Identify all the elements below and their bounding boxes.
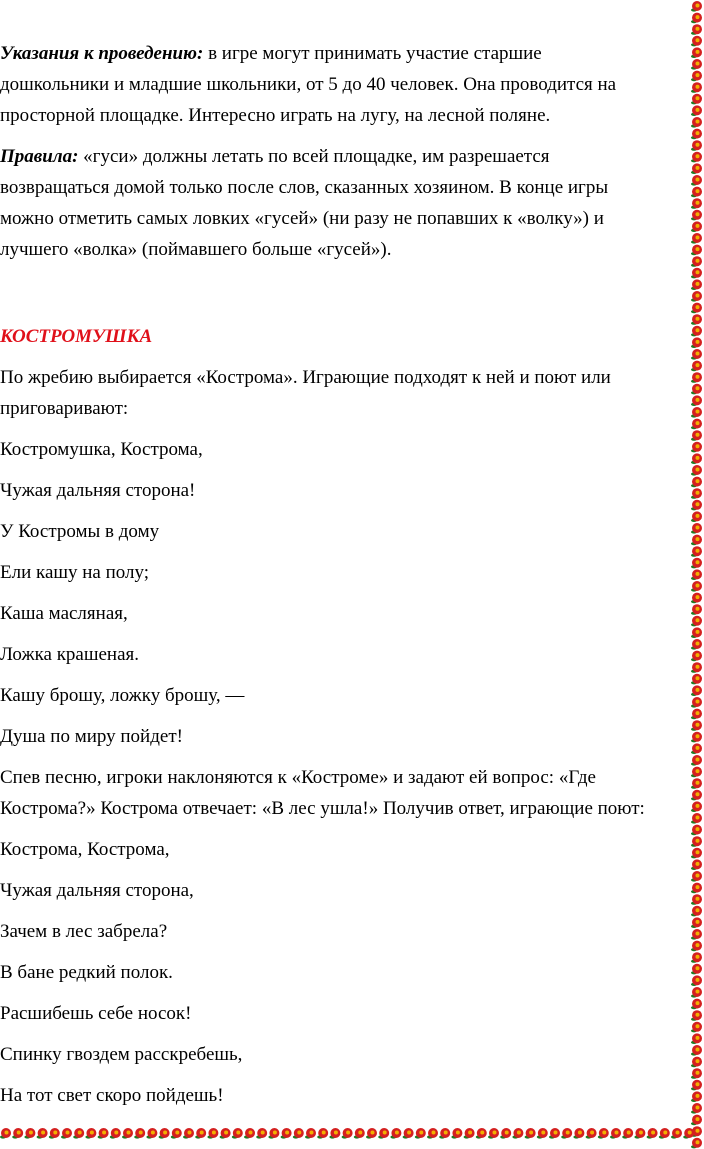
flower-icon bbox=[98, 1128, 109, 1139]
flower-icon bbox=[691, 975, 702, 986]
flower-icon bbox=[691, 500, 702, 511]
flower-icon bbox=[610, 1128, 621, 1139]
flower-icon bbox=[691, 187, 702, 198]
flower-icon bbox=[691, 314, 702, 325]
flower-icon bbox=[691, 523, 702, 534]
rules-line: возвращаться домой только после слов, сказанных хозяином. В конце игры bbox=[0, 177, 609, 198]
flower-icon bbox=[691, 535, 702, 546]
flower-icon bbox=[73, 1128, 84, 1139]
flower-icon bbox=[691, 616, 702, 627]
flower-icon bbox=[537, 1128, 548, 1139]
flower-icon bbox=[598, 1128, 609, 1139]
flower-icon bbox=[342, 1128, 353, 1139]
song-line: Ели кашу на полу; bbox=[0, 562, 150, 583]
flower-icon bbox=[691, 82, 702, 93]
flower-icon bbox=[691, 941, 702, 952]
flower-icon bbox=[691, 163, 702, 174]
flower-icon bbox=[512, 1128, 523, 1139]
flower-icon bbox=[691, 268, 702, 279]
flower-icon bbox=[691, 906, 702, 917]
flower-icon bbox=[281, 1128, 292, 1139]
song-line: Душа по миру пойдет! bbox=[0, 726, 183, 747]
flower-icon bbox=[691, 871, 702, 882]
flower-icon bbox=[691, 929, 702, 940]
flower-icon bbox=[61, 1128, 72, 1139]
flower-icon bbox=[691, 465, 702, 476]
flower-icon bbox=[691, 964, 702, 975]
song-line: Кострома, Кострома, bbox=[0, 839, 170, 860]
song-line: На тот свет скоро пойдешь! bbox=[0, 1085, 224, 1106]
flower-icon bbox=[691, 221, 702, 232]
flower-icon bbox=[256, 1128, 267, 1139]
flower-icon bbox=[691, 407, 702, 418]
song-line: Кашу брошу, ложку брошу, — bbox=[0, 685, 245, 706]
flower-icon bbox=[691, 372, 702, 383]
flower-icon bbox=[691, 662, 702, 673]
flower-icon bbox=[37, 1128, 48, 1139]
flower-icon bbox=[691, 1091, 702, 1102]
flower-icon bbox=[691, 349, 702, 360]
flower-icon bbox=[691, 488, 702, 499]
flower-icon bbox=[691, 952, 702, 963]
song-line: В бане редкий полок. bbox=[0, 962, 173, 983]
flower-icon bbox=[691, 883, 702, 894]
flower-icon bbox=[691, 1057, 702, 1068]
flower-icon bbox=[691, 210, 702, 221]
flower-icon bbox=[171, 1128, 182, 1139]
flower-icon bbox=[691, 326, 702, 337]
flower-icon bbox=[49, 1128, 60, 1139]
flower-icon bbox=[439, 1128, 450, 1139]
flower-icon bbox=[691, 639, 702, 650]
flower-icon bbox=[691, 767, 702, 778]
flower-icon bbox=[85, 1128, 96, 1139]
flower-icon bbox=[691, 999, 702, 1010]
instructions-label: Указания к проведению: bbox=[0, 43, 204, 64]
flower-icon bbox=[691, 256, 702, 267]
flower-icon bbox=[220, 1128, 231, 1139]
flower-icon bbox=[183, 1128, 194, 1139]
page-border-bottom bbox=[0, 1126, 704, 1140]
song-line: Чужая дальняя сторона, bbox=[0, 880, 194, 901]
flower-icon bbox=[691, 140, 702, 151]
rules-line: «гуси» должны летать по всей площадке, им разрешается bbox=[78, 146, 550, 167]
flower-icon bbox=[159, 1128, 170, 1139]
flower-icon bbox=[671, 1128, 682, 1139]
flower-icon bbox=[691, 361, 702, 372]
flower-icon bbox=[691, 279, 702, 290]
flower-icon bbox=[403, 1128, 414, 1139]
song-line: Зачем в лес забрела? bbox=[0, 921, 168, 942]
song-line: Спинку гвоздем расскребешь, bbox=[0, 1044, 243, 1065]
flower-icon bbox=[549, 1128, 560, 1139]
flower-icon bbox=[691, 303, 702, 314]
instructions-line: дошкольники и младшие школьники, от 5 до 40 человек. Она проводится на bbox=[0, 74, 617, 95]
flower-icon bbox=[634, 1128, 645, 1139]
flower-icon bbox=[691, 801, 702, 812]
flower-icon bbox=[293, 1128, 304, 1139]
flower-icon bbox=[691, 152, 702, 163]
flower-icon bbox=[488, 1128, 499, 1139]
flower-icon bbox=[268, 1128, 279, 1139]
flower-icon bbox=[691, 24, 702, 35]
flower-icon bbox=[691, 627, 702, 638]
flower-icon bbox=[427, 1128, 438, 1139]
flower-icon bbox=[691, 245, 702, 256]
flower-border-bottom-icon bbox=[0, 1126, 704, 1140]
flower-icon bbox=[691, 36, 702, 47]
instructions-paragraph bbox=[0, 38, 700, 69]
instructions-line: в игре могут принимать участие старшие bbox=[203, 43, 542, 64]
flower-icon bbox=[691, 233, 702, 244]
flower-icon bbox=[691, 291, 702, 302]
flower-icon bbox=[500, 1128, 511, 1139]
flower-icon bbox=[451, 1128, 462, 1139]
flower-icon bbox=[691, 384, 702, 395]
flower-icon bbox=[244, 1128, 255, 1139]
flower-icon bbox=[691, 1022, 702, 1033]
flower-icon bbox=[691, 859, 702, 870]
song-line: Расшибешь себе носок! bbox=[0, 1003, 192, 1024]
flower-icon bbox=[691, 117, 702, 128]
flower-icon bbox=[691, 755, 702, 766]
flower-icon bbox=[691, 419, 702, 430]
flower-icon bbox=[691, 337, 702, 348]
flower-icon bbox=[329, 1128, 340, 1139]
flower-icon bbox=[691, 685, 702, 696]
flower-icon bbox=[195, 1128, 206, 1139]
flower-icon bbox=[691, 651, 702, 662]
flower-icon bbox=[691, 105, 702, 116]
game-title: КОСТРОМУШКА bbox=[0, 326, 153, 347]
flower-icon bbox=[683, 1128, 694, 1139]
rules-label: Правила: bbox=[0, 146, 79, 167]
flower-icon bbox=[691, 581, 702, 592]
flower-icon bbox=[0, 1128, 11, 1139]
instructions-line: просторной площадке. Интересно играть на лугу, на лесной поляне. bbox=[0, 105, 551, 126]
flower-icon bbox=[464, 1128, 475, 1139]
flower-icon bbox=[207, 1128, 218, 1139]
flower-icon bbox=[691, 836, 702, 847]
flower-icon bbox=[691, 732, 702, 743]
flower-icon bbox=[691, 13, 702, 24]
flower-icon bbox=[691, 47, 702, 58]
flower-icon bbox=[354, 1128, 365, 1139]
flower-icon bbox=[691, 987, 702, 998]
flower-icon bbox=[691, 1045, 702, 1056]
flower-icon bbox=[691, 1115, 702, 1126]
flower-icon bbox=[691, 198, 702, 209]
flower-icon bbox=[691, 894, 702, 905]
song-line: Ложка крашеная. bbox=[0, 644, 140, 665]
flower-icon bbox=[390, 1128, 401, 1139]
flower-icon bbox=[691, 1068, 702, 1079]
rules-paragraph bbox=[0, 141, 700, 172]
flower-icon bbox=[691, 917, 702, 928]
song-line: Костромушка, Кострома, bbox=[0, 439, 203, 460]
flower-icon bbox=[691, 848, 702, 859]
flower-icon bbox=[691, 743, 702, 754]
flower-icon bbox=[691, 442, 702, 453]
flower-icon bbox=[691, 813, 702, 824]
flower-icon bbox=[691, 674, 702, 685]
flower-icon bbox=[12, 1128, 23, 1139]
game-intro-line: приговаривают: bbox=[0, 398, 129, 419]
flower-icon bbox=[659, 1128, 670, 1139]
flower-icon bbox=[146, 1128, 157, 1139]
flower-icon bbox=[691, 697, 702, 708]
flower-icon bbox=[691, 1103, 702, 1114]
flower-icon bbox=[691, 453, 702, 464]
flower-icon bbox=[476, 1128, 487, 1139]
flower-icon bbox=[691, 1010, 702, 1021]
flower-icon bbox=[691, 593, 702, 604]
flower-icon bbox=[691, 720, 702, 731]
flower-icon bbox=[691, 1, 702, 12]
flower-border-right-icon bbox=[690, 0, 704, 1149]
flower-icon bbox=[691, 558, 702, 569]
flower-icon bbox=[561, 1128, 572, 1139]
flower-icon bbox=[691, 59, 702, 70]
flower-icon bbox=[691, 709, 702, 720]
flower-icon bbox=[691, 604, 702, 615]
game-intro-line: По жребию выбирается «Кострома». Играющие подходят к ней и поют или bbox=[0, 367, 611, 388]
flower-icon bbox=[317, 1128, 328, 1139]
flower-icon bbox=[691, 175, 702, 186]
flower-icon bbox=[691, 569, 702, 580]
flower-icon bbox=[691, 546, 702, 557]
flower-icon bbox=[586, 1128, 597, 1139]
flower-icon bbox=[691, 94, 702, 105]
flower-icon bbox=[232, 1128, 243, 1139]
middle-paragraph-line: Кострома?» Кострома отвечает: «В лес ушла!» Получив ответ, играющие поют: bbox=[0, 798, 645, 819]
document-body bbox=[0, 38, 700, 1111]
flower-icon bbox=[134, 1128, 145, 1139]
middle-paragraph-line: Спев песню, игроки наклоняются к «Костроме» и задают ей вопрос: «Где bbox=[0, 767, 596, 788]
flower-icon bbox=[691, 790, 702, 801]
flower-icon bbox=[573, 1128, 584, 1139]
flower-icon bbox=[622, 1128, 633, 1139]
flower-icon bbox=[691, 395, 702, 406]
flower-icon bbox=[525, 1128, 536, 1139]
flower-icon bbox=[647, 1128, 658, 1139]
flower-icon bbox=[24, 1128, 35, 1139]
flower-icon bbox=[691, 477, 702, 488]
flower-icon bbox=[378, 1128, 389, 1139]
rules-line: можно отметить самых ловких «гусей» (ни разу не попавших к «волку») и bbox=[0, 208, 604, 229]
page-border-right bbox=[690, 0, 704, 1149]
flower-icon bbox=[691, 129, 702, 140]
flower-icon bbox=[691, 511, 702, 522]
song-line: Каша масляная, bbox=[0, 603, 128, 624]
song-line: У Костромы в дому bbox=[0, 521, 160, 542]
flower-icon bbox=[691, 1033, 702, 1044]
flower-icon bbox=[691, 778, 702, 789]
flower-icon bbox=[691, 825, 702, 836]
flower-icon bbox=[691, 1080, 702, 1091]
flower-icon bbox=[691, 430, 702, 441]
rules-line: лучшего «волка» (поймавшего больше «гусей»). bbox=[0, 239, 392, 260]
flower-icon bbox=[305, 1128, 316, 1139]
flower-icon bbox=[691, 71, 702, 82]
flower-icon bbox=[366, 1128, 377, 1139]
song-line: Чужая дальняя сторона! bbox=[0, 480, 196, 501]
flower-icon bbox=[110, 1128, 121, 1139]
flower-icon bbox=[122, 1128, 133, 1139]
flower-icon bbox=[415, 1128, 426, 1139]
